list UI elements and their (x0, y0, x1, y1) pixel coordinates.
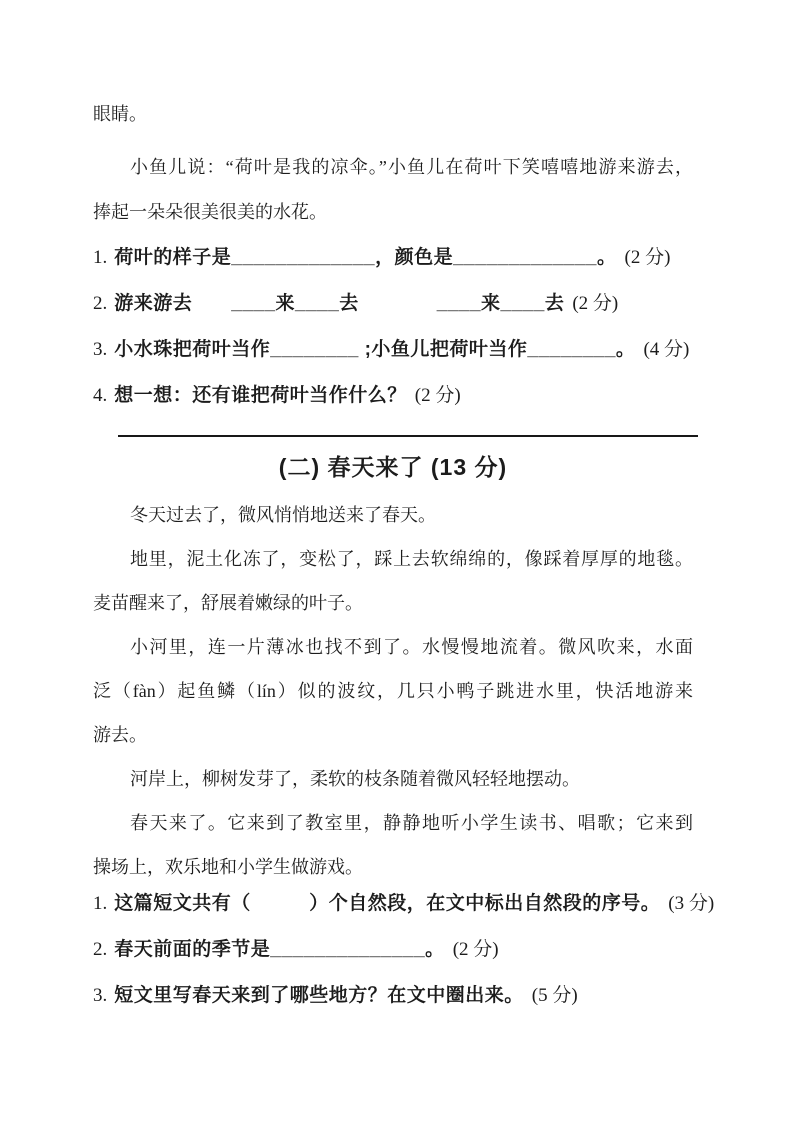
question-item (93, 235, 693, 281)
question-item (93, 373, 693, 419)
question-text: 游来游去 ____来____去 ____来____去 (114, 293, 565, 314)
question-text: 荷叶的样子是_____________，颜色是_____________。 (114, 247, 617, 268)
passage-line: 地里，泥土化冻了，变松了，踩上去软绵绵的，像踩着厚厚的地毯。 (130, 549, 693, 569)
question-score: (2 分) (572, 293, 619, 314)
question-item (93, 973, 693, 1019)
section-two-title: (二) 春天来了 (13 分) (278, 454, 508, 480)
question-text: 春天前面的季节是______________。 (114, 939, 445, 960)
question-text: 小水珠把荷叶当作________ ;小鱼儿把荷叶当作________。 (114, 339, 636, 360)
section-one-questions (93, 235, 693, 419)
passage-line: 小河里，连一片薄冰也找不到了。水慢慢地流着。微风吹来，水面 (130, 637, 693, 657)
question-number: 1. (93, 247, 108, 268)
passage-line: 麦苗醒来了，舒展着嫩绿的叶子。 (93, 593, 363, 613)
passage-line: 操场上，欢乐地和小学生做游戏。 (93, 857, 363, 877)
question-number: 3. (93, 985, 108, 1006)
question-number: 4. (93, 385, 108, 406)
passage-line: 游去。 (93, 725, 147, 745)
passage-line: 河岸上，柳树发芽了，柔软的枝条随着微风轻轻地摆动。 (130, 769, 580, 789)
question-item (93, 281, 693, 327)
page-content (93, 92, 715, 1019)
question-score: (2 分) (624, 247, 671, 268)
section-divider (118, 435, 698, 437)
section-two-questions (93, 881, 715, 1019)
question-item (93, 327, 693, 373)
question-text: 想一想：还有谁把荷叶当作什么？ (114, 385, 407, 406)
passage-line: 小鱼儿说：“荷叶是我的凉伞。”小鱼儿在荷叶下笑嘻嘻地游来游去， (130, 157, 693, 177)
question-number: 2. (93, 939, 108, 960)
passage-line: 春天来了。它来到了教室里，静静地听小学生读书、唱歌；它来到 (130, 813, 693, 833)
question-text: 这篇短文共有（ ）个自然段，在文中标出自然段的序号。 (114, 893, 661, 914)
section-two-passage (93, 493, 693, 889)
question-number: 3. (93, 339, 108, 360)
section-one-passage (93, 92, 693, 235)
question-number: 2. (93, 293, 108, 314)
question-score: (2 分) (414, 385, 461, 406)
question-number: 1. (93, 893, 108, 914)
question-text: 短文里写春天来到了哪些地方？在文中圈出来。 (114, 985, 524, 1006)
question-score: (4 分) (643, 339, 690, 360)
passage-line: 冬天过去了，微风悄悄地送来了春天。 (130, 505, 436, 525)
question-item (93, 881, 715, 927)
question-score: (5 分) (531, 985, 578, 1006)
question-score: (2 分) (452, 939, 499, 960)
passage-line: 泛（fàn）起鱼鳞（lín）似的波纹，几只小鸭子跳进水里，快活地游来 (93, 681, 693, 701)
passage-line: 捧起一朵朵很美很美的水花。 (93, 202, 327, 222)
passage-line: 眼睛。 (93, 104, 147, 124)
question-score: (3 分) (668, 893, 715, 914)
question-item (93, 927, 693, 973)
